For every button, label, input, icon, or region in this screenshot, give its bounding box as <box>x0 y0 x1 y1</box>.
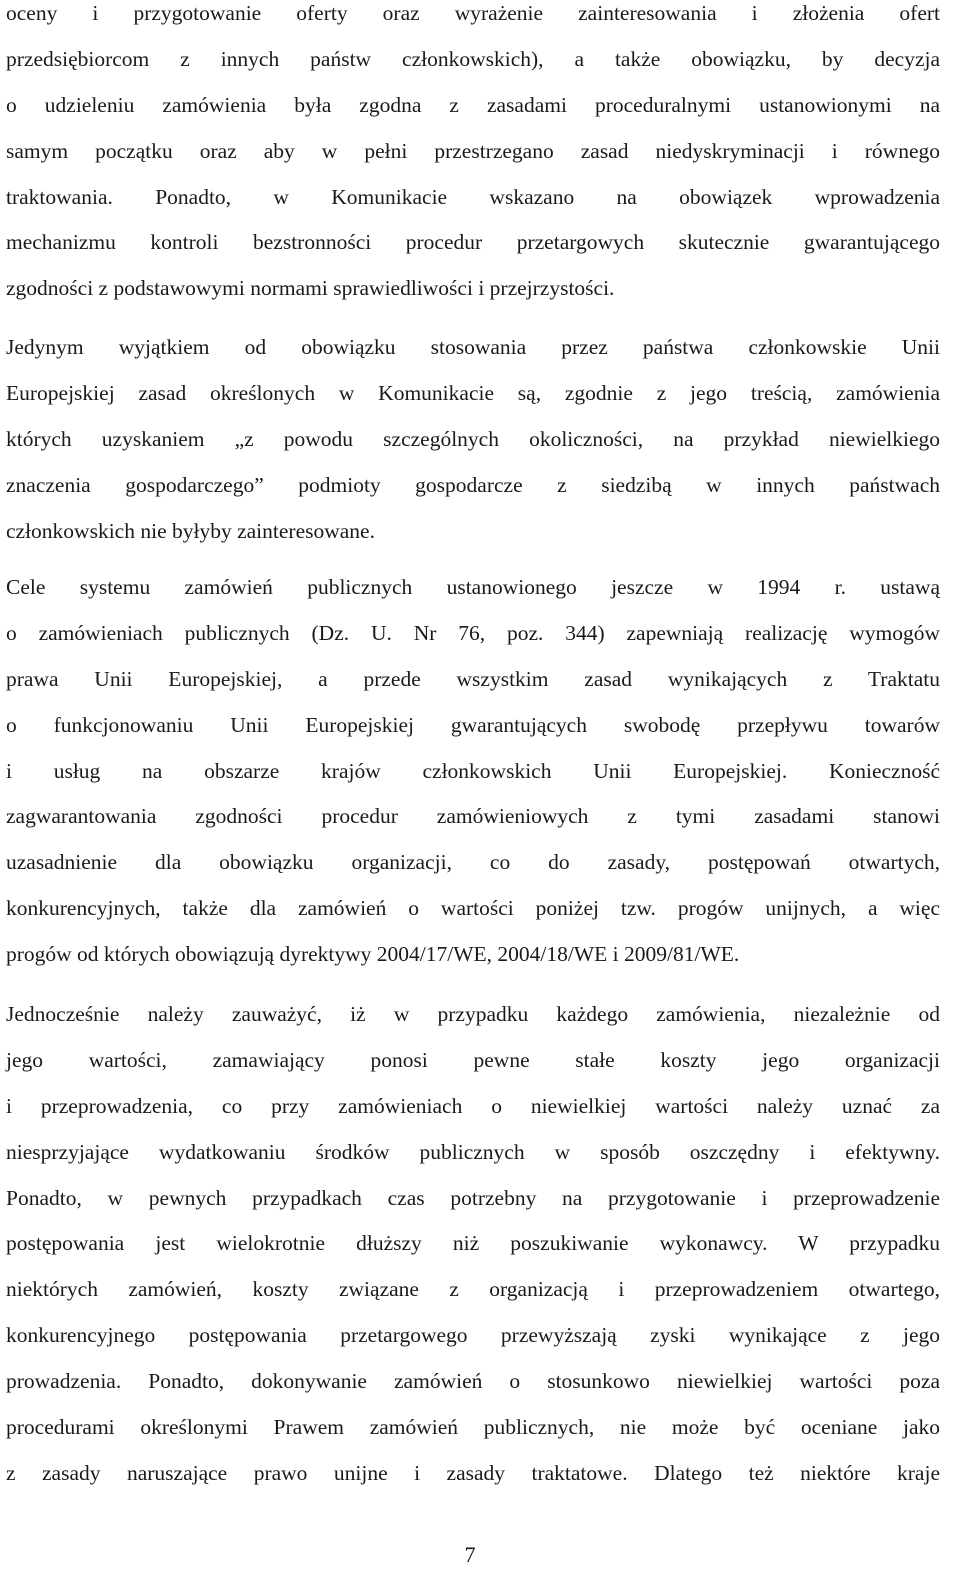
text-line: znaczenia gospodarczego” podmioty gospodarcze z siedzibą w innych państwach <box>6 472 940 497</box>
text-line: i usług na obszarze krajów członkowskich Unii Europejskiej. Konieczność <box>6 758 940 783</box>
text-line: Jedynym wyjątkiem od obowiązku stosowania przez państwa członkowskie Unii <box>6 335 940 359</box>
text-line: jego wartości, zamawiający ponosi pewne stałe koszty jego organizacji <box>6 1047 940 1072</box>
text-line: konkurencyjnego postępowania przetargowego przewyższają zyski wynikające z jego <box>6 1323 940 1348</box>
text-line: prowadzenia. Ponadto, dokonywanie zamówień o stosunkowo niewielkiej wartości poza <box>6 1369 940 1394</box>
paragraph-1 <box>6 0 940 312</box>
text-line: progów od których obowiązują dyrektywy 2004/17/WE, 2004/18/WE i 2009/81/WE. <box>6 942 740 967</box>
text-line: Jednocześnie należy zauważyć, iż w przypadku każdego zamówienia, niezależnie od <box>6 1002 940 1026</box>
text-line: zgodności z podstawowymi normami sprawiedliwości i przejrzystości. <box>6 276 615 301</box>
text-line: i przeprowadzenia, co przy zamówieniach o niewielkiej wartości należy uznać za <box>6 1093 940 1118</box>
text-line: niektórych zamówień, koszty związane z organizacją i przeprowadzeniem otwartego, <box>6 1277 940 1302</box>
text-line: oceny i przygotowanie oferty oraz wyrażenie zainteresowania i złożenia ofert <box>6 1 940 25</box>
text-line: niesprzyjające wydatkowaniu środków publicznych w sposób oszczędny i efektywny. <box>6 1139 940 1164</box>
text-line: traktowania. Ponadto, w Komunikacie wskazano na obowiązek wprowadzenia <box>6 184 940 209</box>
text-line: prawa Unii Europejskiej, a przede wszystkim zasad wynikających z Traktatu <box>6 666 940 691</box>
page-number: 7 <box>464 1542 476 1567</box>
text-line: uzasadnienie dla obowiązku organizacji, co do zasady, postępowań otwartych, <box>6 850 940 875</box>
text-line: mechanizmu kontroli bezstronności procedur przetargowych skutecznie gwarantującego <box>6 230 940 255</box>
paragraph-4 <box>6 992 940 1497</box>
text-line: konkurencyjnych, także dla zamówień o wartości poniżej tzw. progów unijnych, a więc <box>6 896 940 921</box>
text-line: z zasady naruszające prawo unijne i zasady traktatowe. Dlatego też niektóre kraje <box>6 1460 940 1485</box>
text-line: o zamówieniach publicznych (Dz. U. Nr 76, poz. 344) zapewniają realizację wymogów <box>6 620 940 645</box>
text-line: Ponadto, w pewnych przypadkach czas potrzebny na przygotowanie i przeprowadzenie <box>6 1185 940 1210</box>
text-line: o udzieleniu zamówienia była zgodna z zasadami proceduralnymi ustanowionymi na <box>6 92 940 117</box>
text-line: samym początku oraz aby w pełni przestrzegano zasad niedyskryminacji i równego <box>6 138 940 163</box>
text-line: członkowskich nie byłyby zainteresowane. <box>6 518 375 543</box>
text-line: Cele systemu zamówień publicznych ustanowionego jeszcze w 1994 r. ustawą <box>6 575 940 599</box>
text-line: których uzyskaniem „z powodu szczególnych okoliczności, na przykład niewielkiego <box>6 426 940 451</box>
text-line: przedsiębiorcom z innych państw członkowskich), a także obowiązku, by decyzja <box>6 46 940 71</box>
text-line: zagwarantowania zgodności procedur zamówieniowych z tymi zasadami stanowi <box>6 804 940 829</box>
text-line: postępowania jest wielokrotnie dłuższy niż poszukiwanie wykonawcy. W przypadku <box>6 1231 940 1256</box>
text-line: Europejskiej zasad określonych w Komunikacie są, zgodnie z jego treścią, zamówienia <box>6 380 940 405</box>
text-line: procedurami określonymi Prawem zamówień publicznych, nie może być oceniane jako <box>6 1415 940 1440</box>
paragraph-2 <box>6 325 940 554</box>
text-line: o funkcjonowaniu Unii Europejskiej gwarantujących swobodę przepływu towarów <box>6 712 940 737</box>
paragraph-3 <box>6 565 940 978</box>
